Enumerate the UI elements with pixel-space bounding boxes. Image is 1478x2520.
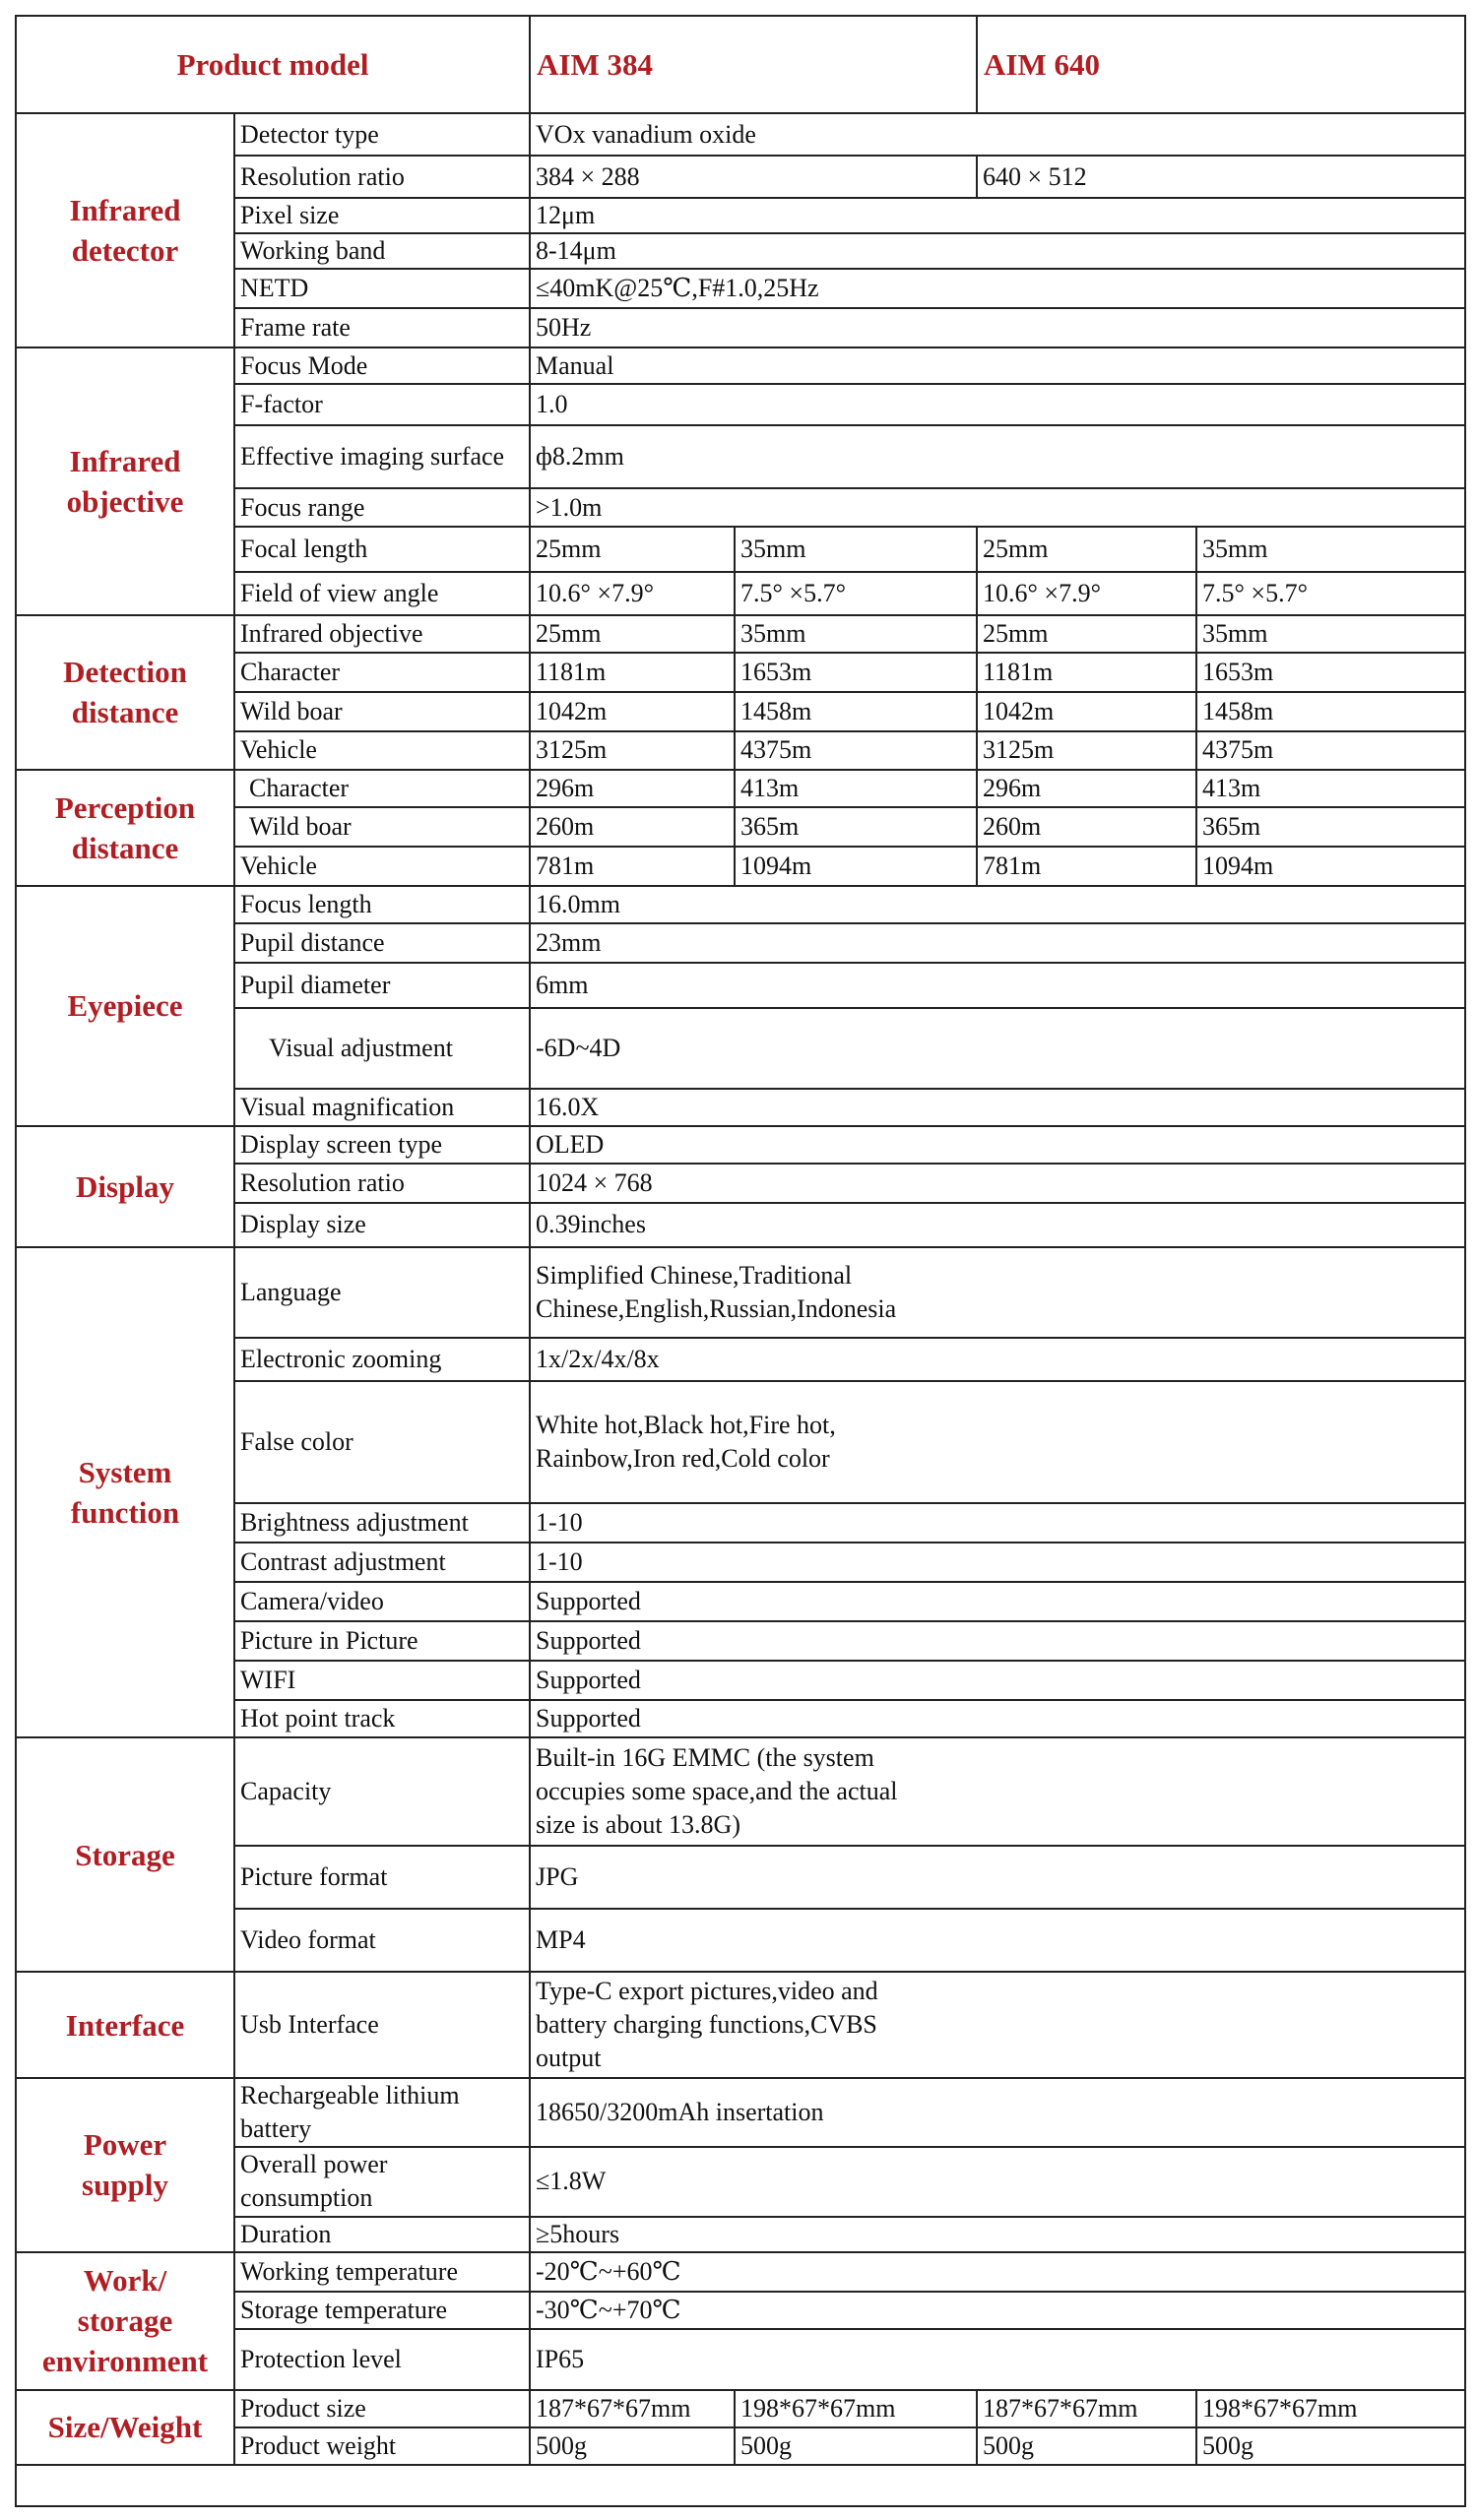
model-aim-384: AIM 384 — [530, 16, 977, 113]
section-environment: Work/ storage environment — [16, 2252, 234, 2390]
spec-value: 1024 × 768 — [530, 1164, 1465, 1203]
spec-value: 384 × 288 — [530, 156, 977, 198]
spec-value: Supported — [530, 1700, 1465, 1737]
spec-value: 500g — [977, 2427, 1196, 2465]
spec-value: -20℃~+60℃ — [530, 2252, 1465, 2292]
spec-value: >1.0m — [530, 488, 1465, 527]
spec-value: 198*67*67mm — [1196, 2390, 1465, 2427]
spec-value: Type-C export pictures,video and battery charging functions,CVBS output — [530, 1972, 1465, 2078]
spec-value: 500g — [1196, 2427, 1465, 2465]
spec-value: 3125m — [977, 731, 1196, 769]
spec-label: Contrast adjustment — [234, 1543, 530, 1582]
table-row — [16, 347, 1465, 384]
spec-label: Picture format — [234, 1846, 530, 1909]
table-row — [16, 886, 1465, 923]
spec-label: Detector type — [234, 113, 530, 156]
header-row — [16, 16, 1465, 113]
table-row — [16, 770, 1465, 807]
spec-value: 6mm — [530, 963, 1465, 1008]
spec-value: 4375m — [1196, 731, 1465, 769]
spec-label: Effective imaging surface — [234, 425, 530, 488]
spec-value: 1653m — [1196, 653, 1465, 692]
spec-value: 3125m — [530, 731, 735, 769]
spec-value: 25mm — [530, 527, 735, 572]
spec-label: Vehicle — [234, 731, 530, 769]
spec-value: 10.6° ×7.9° — [530, 572, 735, 615]
spec-label: Focus length — [234, 886, 530, 923]
spec-label: Product size — [234, 2390, 530, 2427]
spec-label: Focus range — [234, 488, 530, 527]
section-infrared-detector: Infrared detector — [16, 113, 234, 347]
section-perception-distance: Perception distance — [16, 770, 234, 886]
spec-label: Duration — [234, 2217, 530, 2252]
spec-value: 781m — [977, 847, 1196, 886]
spec-label: Capacity — [234, 1737, 530, 1846]
spec-value: 1181m — [530, 653, 735, 692]
spec-value: 260m — [530, 807, 735, 847]
empty-footer-row — [16, 2465, 1465, 2506]
spec-value: 1.0 — [530, 384, 1465, 425]
spec-label: Working band — [234, 233, 530, 269]
spec-label: Focus Mode — [234, 347, 530, 384]
spec-label: Resolution ratio — [234, 1164, 530, 1203]
spec-value: JPG — [530, 1846, 1465, 1909]
section-eyepiece: Eyepiece — [16, 886, 234, 1126]
spec-value: White hot,Black hot,Fire hot, Rainbow,Iron red,Cold color — [530, 1381, 1465, 1503]
spec-label: Pupil distance — [234, 923, 530, 963]
spec-label: Visual adjustment — [234, 1008, 530, 1089]
spec-label: Field of view angle — [234, 572, 530, 615]
spec-value: 8-14μm — [530, 233, 1465, 269]
spec-value: 16.0mm — [530, 886, 1465, 923]
spec-label: Video format — [234, 1909, 530, 1972]
spec-label: False color — [234, 1381, 530, 1503]
spec-label: Character — [234, 653, 530, 692]
spec-value: 50Hz — [530, 308, 1465, 347]
spec-label: Focal length — [234, 527, 530, 572]
spec-label: Working temperature — [234, 2252, 530, 2292]
spec-label: Character — [234, 770, 530, 807]
spec-label: Camera/video — [234, 1582, 530, 1621]
spec-value: Supported — [530, 1621, 1465, 1661]
spec-label: Brightness adjustment — [234, 1503, 530, 1543]
table-row — [16, 615, 1465, 653]
section-infrared-objective: Infrared objective — [16, 347, 234, 615]
spec-value: ≤40mK@25℃,F#1.0,25Hz — [530, 269, 1465, 308]
spec-value: 296m — [977, 770, 1196, 807]
spec-value: -30℃~+70℃ — [530, 2292, 1465, 2329]
spec-value: 1458m — [735, 692, 977, 731]
spec-value: 1042m — [977, 692, 1196, 731]
table-row — [16, 1126, 1465, 1164]
product-model-label: Product model — [16, 16, 530, 113]
empty-cell — [16, 2465, 1465, 2506]
spec-label: Overall power consumption — [234, 2147, 530, 2216]
spec-label: Electronic zooming — [234, 1338, 530, 1381]
spec-value: 25mm — [530, 615, 735, 653]
section-detection-distance: Detection distance — [16, 615, 234, 769]
spec-value: 23mm — [530, 923, 1465, 963]
spec-value: 365m — [735, 807, 977, 847]
spec-value: 10.6° ×7.9° — [977, 572, 1196, 615]
spec-value: 198*67*67mm — [735, 2390, 977, 2427]
spec-value: 187*67*67mm — [977, 2390, 1196, 2427]
spec-value: 35mm — [1196, 527, 1465, 572]
table-row — [16, 1737, 1465, 1846]
spec-value: 1x/2x/4x/8x — [530, 1338, 1465, 1381]
section-storage: Storage — [16, 1737, 234, 1972]
spec-value: 365m — [1196, 807, 1465, 847]
section-display: Display — [16, 1126, 234, 1247]
spec-label: F-factor — [234, 384, 530, 425]
spec-value: 35mm — [735, 527, 977, 572]
spec-value: 187*67*67mm — [530, 2390, 735, 2427]
spec-value: ф8.2mm — [530, 425, 1465, 488]
spec-value: 640 × 512 — [977, 156, 1465, 198]
table-row — [16, 2078, 1465, 2147]
spec-label: Visual magnification — [234, 1089, 530, 1126]
spec-label: Protection level — [234, 2329, 530, 2390]
spec-value: 1181m — [977, 653, 1196, 692]
spec-value: ≤1.8W — [530, 2147, 1465, 2216]
spec-value: -6D~4D — [530, 1008, 1465, 1089]
spec-value: 25mm — [977, 615, 1196, 653]
spec-label: Display size — [234, 1203, 530, 1247]
spec-value: 413m — [735, 770, 977, 807]
spec-value: 7.5° ×5.7° — [735, 572, 977, 615]
spec-value: 1-10 — [530, 1503, 1465, 1543]
spec-value: IP65 — [530, 2329, 1465, 2390]
spec-value: ≥5hours — [530, 2217, 1465, 2252]
spec-value: 413m — [1196, 770, 1465, 807]
spec-value: 35mm — [1196, 615, 1465, 653]
section-system-function: System function — [16, 1247, 234, 1737]
spec-label: Hot point track — [234, 1700, 530, 1737]
spec-value: 16.0X — [530, 1089, 1465, 1126]
spec-value: 18650/3200mAh insertation — [530, 2078, 1465, 2147]
model-aim-640: AIM 640 — [977, 16, 1465, 113]
spec-value: 781m — [530, 847, 735, 886]
table-row — [16, 1247, 1465, 1338]
spec-value: 1094m — [735, 847, 977, 886]
spec-label: Frame rate — [234, 308, 530, 347]
spec-value: MP4 — [530, 1909, 1465, 1972]
spec-label: Wild boar — [234, 807, 530, 847]
table-row — [16, 113, 1465, 156]
spec-label: Storage temperature — [234, 2292, 530, 2329]
spec-value: 260m — [977, 807, 1196, 847]
spec-value: 1458m — [1196, 692, 1465, 731]
spec-value: Manual — [530, 347, 1465, 384]
spec-label: Resolution ratio — [234, 156, 530, 198]
spec-value: Built-in 16G EMMC (the system occupies some space,and the actual size is about 13.8G) — [530, 1737, 1465, 1846]
spec-label: Rechargeable lithium battery — [234, 2078, 530, 2147]
spec-value: 12μm — [530, 198, 1465, 233]
spec-value: 7.5° ×5.7° — [1196, 572, 1465, 615]
table-row — [16, 2390, 1465, 2427]
spec-label: Wild boar — [234, 692, 530, 731]
spec-value: Supported — [530, 1661, 1465, 1700]
spec-value: 500g — [735, 2427, 977, 2465]
spec-label: Pixel size — [234, 198, 530, 233]
spec-label: Language — [234, 1247, 530, 1338]
spec-value: OLED — [530, 1126, 1465, 1164]
spec-label: WIFI — [234, 1661, 530, 1700]
spec-value: 4375m — [735, 731, 977, 769]
spec-value: 35mm — [735, 615, 977, 653]
spec-label: Picture in Picture — [234, 1621, 530, 1661]
spec-label: Product weight — [234, 2427, 530, 2465]
table-row — [16, 2252, 1465, 2292]
spec-value: 0.39inches — [530, 1203, 1465, 1247]
spec-label: Display screen type — [234, 1126, 530, 1164]
spec-value: 1-10 — [530, 1543, 1465, 1582]
table-row — [16, 1972, 1465, 2078]
spec-value: Supported — [530, 1582, 1465, 1621]
spec-value: 1094m — [1196, 847, 1465, 886]
spec-table — [15, 15, 1466, 2507]
spec-label: NETD — [234, 269, 530, 308]
section-size-weight: Size/Weight — [16, 2390, 234, 2465]
spec-value: 1653m — [735, 653, 977, 692]
spec-value: 296m — [530, 770, 735, 807]
spec-value: Simplified Chinese,Traditional Chinese,English,Russian,Indonesia — [530, 1247, 1465, 1338]
spec-label: Infrared objective — [234, 615, 530, 653]
spec-label: Usb Interface — [234, 1972, 530, 2078]
spec-value: 1042m — [530, 692, 735, 731]
section-power-supply: Power supply — [16, 2078, 234, 2251]
spec-value: 25mm — [977, 527, 1196, 572]
spec-label: Vehicle — [234, 847, 530, 886]
section-interface: Interface — [16, 1972, 234, 2078]
spec-value: VOx vanadium oxide — [530, 113, 1465, 156]
spec-label: Pupil diameter — [234, 963, 530, 1008]
spec-value: 500g — [530, 2427, 735, 2465]
